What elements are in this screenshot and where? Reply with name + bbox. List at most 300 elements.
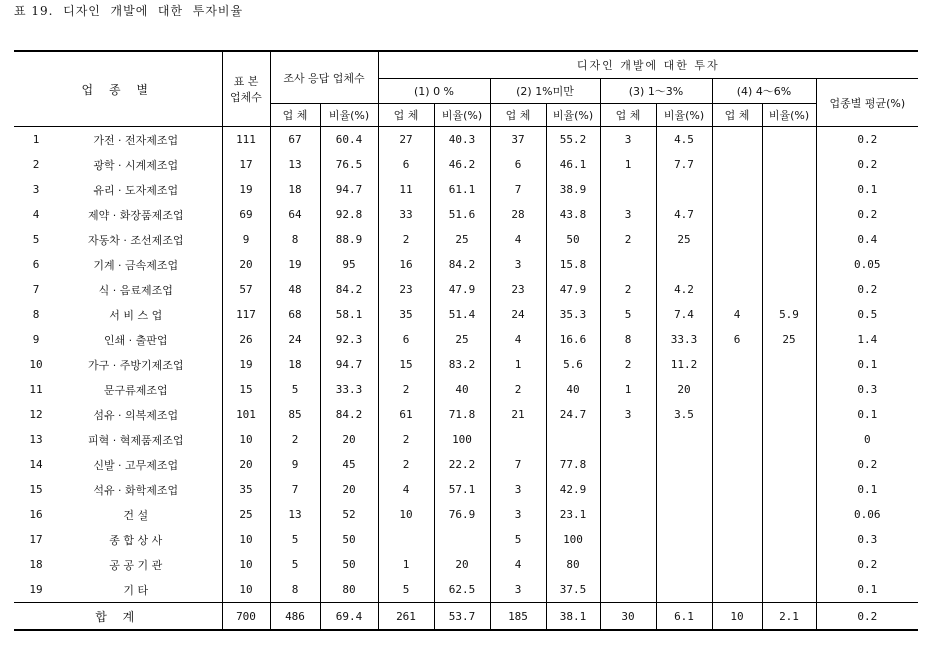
g2-firms: 28 [490,202,546,227]
response-ratio: 94.7 [320,177,378,202]
table-row [14,402,918,427]
g2-firms: 3 [490,577,546,603]
g1-firms: 23 [378,277,434,302]
g1-firms: 15 [378,352,434,377]
industry-name: 서 비 스 업 [109,308,163,322]
row-number: 18 [29,558,43,571]
header-group-4to6: (4) 4～6% [712,79,816,104]
response-count: 64 [270,202,320,227]
table-row [14,152,918,177]
sample-count: 10 [222,552,270,577]
row-number: 2 [32,158,40,171]
g3-firms [600,252,656,277]
industry-name: 가전 · 전자제조업 [93,133,179,147]
total-g4-firms: 10 [712,603,762,631]
industry-name: 문구류제조업 [103,383,168,397]
industry-average: 0.2 [816,152,918,177]
g3-firms [600,427,656,452]
industry-name: 신발 · 고무제조업 [93,458,179,472]
g4-ratio [762,127,816,152]
table-row [14,352,918,377]
total-g2-ratio: 38.1 [546,603,600,631]
total-average: 0.2 [816,603,918,631]
g1-firms: 4 [378,477,434,502]
header-group-0: (1) 0 % [378,79,490,104]
g4-firms [712,502,762,527]
sample-count: 35 [222,477,270,502]
table-row [14,527,918,552]
header-sample [222,51,270,127]
g3-ratio [656,552,712,577]
response-ratio: 94.7 [320,352,378,377]
g3-ratio [656,177,712,202]
response-count: 5 [270,552,320,577]
response-ratio: 84.2 [320,277,378,302]
table-row [14,202,918,227]
g2-firms: 2 [490,377,546,402]
row-number: 13 [29,433,43,446]
g4-ratio [762,527,816,552]
investment-table [14,50,918,631]
g1-ratio: 76.9 [434,502,490,527]
response-ratio: 76.5 [320,152,378,177]
response-ratio: 58.1 [320,302,378,327]
g3-ratio [656,477,712,502]
g3-firms: 1 [600,152,656,177]
g4-firms [712,427,762,452]
g1-ratio: 62.5 [434,577,490,603]
response-count: 13 [270,502,320,527]
response-count: 8 [270,227,320,252]
response-ratio: 60.4 [320,127,378,152]
sample-count: 10 [222,427,270,452]
g4-ratio [762,277,816,302]
g1-ratio: 47.9 [434,277,490,302]
industry-average: 0.06 [816,502,918,527]
g2-ratio [546,427,600,452]
sample-count: 69 [222,202,270,227]
response-count: 67 [270,127,320,152]
g2-ratio: 5.6 [546,352,600,377]
g3-ratio: 11.2 [656,352,712,377]
g3-ratio: 4.2 [656,277,712,302]
g2-firms: 4 [490,327,546,352]
g1-ratio: 25 [434,227,490,252]
g3-firms: 5 [600,302,656,327]
g2-ratio: 77.8 [546,452,600,477]
row-number: 10 [29,358,43,371]
g1-firms: 2 [378,427,434,452]
g2-firms: 3 [490,477,546,502]
header-g3-firms: 업 체 [600,104,656,127]
g3-firms: 2 [600,352,656,377]
g4-firms [712,552,762,577]
header-g2-ratio: 비율(%) [546,104,600,127]
g4-ratio [762,477,816,502]
industry-average: 0.2 [816,277,918,302]
response-ratio: 52 [320,502,378,527]
g3-ratio: 7.4 [656,302,712,327]
sample-count: 111 [222,127,270,152]
g2-firms [490,427,546,452]
g3-ratio [656,527,712,552]
g4-ratio [762,152,816,177]
g2-firms: 4 [490,227,546,252]
g4-firms [712,477,762,502]
industry-average: 0.3 [816,377,918,402]
g2-ratio: 16.6 [546,327,600,352]
g4-ratio [762,352,816,377]
sample-count: 26 [222,327,270,352]
total-g2-firms: 185 [490,603,546,631]
g2-firms: 7 [490,452,546,477]
g1-firms: 5 [378,577,434,603]
sample-count: 20 [222,252,270,277]
g3-firms [600,527,656,552]
industry-average: 0.2 [816,202,918,227]
sample-count: 101 [222,402,270,427]
industry-name: 기 타 [123,583,149,597]
g1-firms: 33 [378,202,434,227]
industry-average: 0 [816,427,918,452]
g1-ratio: 61.1 [434,177,490,202]
g3-firms [600,577,656,603]
table-body [14,127,918,603]
response-ratio: 45 [320,452,378,477]
g3-firms: 2 [600,227,656,252]
g4-firms [712,202,762,227]
g4-ratio: 25 [762,327,816,352]
g4-firms [712,127,762,152]
row-number: 3 [32,183,40,196]
row-number: 5 [32,233,40,246]
industry-average: 0.1 [816,477,918,502]
industry-name: 기계 · 금속제조업 [93,258,179,272]
g4-firms [712,527,762,552]
table-caption: 표 19. 디자인 개발에 대한 투자비율 [14,4,244,18]
g2-ratio: 24.7 [546,402,600,427]
sample-count: 57 [222,277,270,302]
industry-name: 건 설 [123,508,149,522]
response-ratio: 84.2 [320,402,378,427]
header-g1-firms: 업 체 [378,104,434,127]
g1-firms: 11 [378,177,434,202]
g3-firms: 1 [600,377,656,402]
row-number: 16 [29,508,43,521]
table-row [14,227,918,252]
row-number: 11 [29,383,43,396]
header-response: 조사 응답 업체수 [270,51,378,104]
g2-firms: 3 [490,502,546,527]
sample-count: 10 [222,577,270,603]
g4-ratio [762,552,816,577]
g2-firms: 1 [490,352,546,377]
response-ratio: 20 [320,477,378,502]
g1-ratio [434,527,490,552]
response-ratio: 92.3 [320,327,378,352]
sample-count: 15 [222,377,270,402]
g2-firms: 21 [490,402,546,427]
total-g3-firms: 30 [600,603,656,631]
g2-ratio: 40 [546,377,600,402]
g3-firms [600,552,656,577]
g2-firms: 6 [490,152,546,177]
g1-firms: 2 [378,377,434,402]
table-row [14,452,918,477]
g2-ratio: 55.2 [546,127,600,152]
g1-ratio: 22.2 [434,452,490,477]
g2-firms: 23 [490,277,546,302]
industry-average: 0.1 [816,352,918,377]
g4-ratio [762,227,816,252]
g1-ratio: 25 [434,327,490,352]
industry-name: 석유 · 화학제조업 [93,483,179,497]
g1-ratio: 57.1 [434,477,490,502]
industry-name: 자동차 · 조선제조업 [88,233,184,247]
response-ratio: 92.8 [320,202,378,227]
sample-count: 20 [222,452,270,477]
g1-ratio: 100 [434,427,490,452]
response-count: 18 [270,177,320,202]
g4-ratio [762,252,816,277]
industry-average: 0.2 [816,127,918,152]
g2-ratio: 15.8 [546,252,600,277]
g3-firms [600,177,656,202]
response-ratio: 88.9 [320,227,378,252]
g3-ratio: 20 [656,377,712,402]
g3-ratio: 4.7 [656,202,712,227]
row-number: 4 [32,208,40,221]
total-g3-ratio: 6.1 [656,603,712,631]
total-g1-ratio: 53.7 [434,603,490,631]
g2-ratio: 50 [546,227,600,252]
g4-firms [712,577,762,603]
g4-ratio [762,202,816,227]
g2-ratio: 37.5 [546,577,600,603]
g3-firms: 3 [600,402,656,427]
g4-firms: 4 [712,302,762,327]
table-row [14,477,918,502]
row-number: 15 [29,483,43,496]
g3-firms [600,502,656,527]
sample-count: 25 [222,502,270,527]
total-g4-ratio: 2.1 [762,603,816,631]
g2-ratio: 38.9 [546,177,600,202]
industry-name: 제약 · 화장품제조업 [88,208,184,222]
row-number: 6 [32,258,40,271]
g4-ratio [762,177,816,202]
g3-firms: 8 [600,327,656,352]
sample-count: 9 [222,227,270,252]
header-g4-firms: 업 체 [712,104,762,127]
response-count: 68 [270,302,320,327]
header-sample-line1: 표 본 [233,75,259,88]
g2-ratio: 47.9 [546,277,600,302]
industry-average: 0.5 [816,302,918,327]
g1-firms: 16 [378,252,434,277]
table-row [14,577,918,603]
g1-ratio: 51.6 [434,202,490,227]
table-row [14,427,918,452]
g3-ratio [656,502,712,527]
g3-ratio [656,452,712,477]
response-count: 7 [270,477,320,502]
industry-average: 0.1 [816,177,918,202]
g4-firms [712,377,762,402]
response-count: 9 [270,452,320,477]
header-g4-ratio: 비율(%) [762,104,816,127]
response-count: 5 [270,377,320,402]
g3-firms: 3 [600,127,656,152]
response-count: 48 [270,277,320,302]
industry-name: 유리 · 도자제조업 [93,183,179,197]
sample-count: 10 [222,527,270,552]
g3-ratio [656,252,712,277]
response-ratio: 95 [320,252,378,277]
industry-name: 공 공 기 관 [109,558,163,572]
header-industry: 업 종 별 [14,51,222,127]
industry-average: 0.1 [816,402,918,427]
row-number: 9 [32,333,40,346]
sample-count: 19 [222,177,270,202]
industry-average: 0.3 [816,527,918,552]
row-number: 17 [29,533,43,546]
response-count: 18 [270,352,320,377]
g2-firms: 37 [490,127,546,152]
header-resp-ratio: 비율(%) [320,104,378,127]
industry-name: 피혁 · 혁제품제조업 [88,433,184,447]
industry-name: 가구 · 주방기제조업 [88,358,184,372]
g4-firms: 6 [712,327,762,352]
industry-average: 0.2 [816,452,918,477]
header-resp-firms: 업 체 [270,104,320,127]
industry-average: 1.4 [816,327,918,352]
header-average: 업종별 평균(%) [816,79,918,127]
industry-average: 0.1 [816,577,918,603]
table-row [14,127,918,152]
total-label: 합 계 [14,603,222,631]
g1-firms: 35 [378,302,434,327]
industry-name: 섬유 · 의복제조업 [93,408,179,422]
g3-ratio: 33.3 [656,327,712,352]
g1-ratio: 40 [434,377,490,402]
g4-ratio [762,427,816,452]
total-resp: 486 [270,603,320,631]
header-g3-ratio: 비율(%) [656,104,712,127]
g4-firms [712,252,762,277]
g2-firms: 4 [490,552,546,577]
g1-firms: 2 [378,452,434,477]
table-row [14,552,918,577]
g3-ratio [656,427,712,452]
header-group-under1: (2) 1%미만 [490,79,600,104]
total-resp-pct: 69.4 [320,603,378,631]
g4-ratio: 5.9 [762,302,816,327]
g1-firms: 27 [378,127,434,152]
g1-firms: 61 [378,402,434,427]
g1-firms: 6 [378,152,434,177]
response-ratio: 33.3 [320,377,378,402]
industry-name: 종 합 상 사 [109,533,163,547]
g3-ratio: 4.5 [656,127,712,152]
response-count: 8 [270,577,320,603]
table-row [14,302,918,327]
header-sample-line2: 업체수 [230,91,262,104]
response-ratio: 50 [320,527,378,552]
table-row [14,327,918,352]
g4-ratio [762,452,816,477]
g3-ratio: 25 [656,227,712,252]
g1-firms: 2 [378,227,434,252]
g3-firms [600,477,656,502]
row-number: 14 [29,458,43,471]
g1-ratio: 83.2 [434,352,490,377]
g2-ratio: 42.9 [546,477,600,502]
g1-firms: 6 [378,327,434,352]
g2-firms: 5 [490,527,546,552]
table-row [14,277,918,302]
response-count: 85 [270,402,320,427]
table-row [14,177,918,202]
row-number: 12 [29,408,43,421]
g1-ratio: 46.2 [434,152,490,177]
row-number: 8 [32,308,40,321]
response-ratio: 80 [320,577,378,603]
industry-average: 0.4 [816,227,918,252]
g2-firms: 3 [490,252,546,277]
g4-firms [712,152,762,177]
table-row [14,252,918,277]
response-count: 24 [270,327,320,352]
sample-count: 117 [222,302,270,327]
industry-name: 식 · 음료제조업 [98,283,173,297]
row-number: 7 [32,283,40,296]
response-ratio: 50 [320,552,378,577]
row-number: 1 [32,133,40,146]
g2-ratio: 100 [546,527,600,552]
g1-firms [378,527,434,552]
g1-ratio: 51.4 [434,302,490,327]
g4-firms [712,402,762,427]
total-sample: 700 [222,603,270,631]
g2-ratio: 43.8 [546,202,600,227]
g1-firms: 10 [378,502,434,527]
header-g2-firms: 업 체 [490,104,546,127]
industry-name: 광학 · 시계제조업 [93,158,179,172]
g4-firms [712,452,762,477]
g1-ratio: 20 [434,552,490,577]
g1-firms: 1 [378,552,434,577]
header-group-1to3: (3) 1～3% [600,79,712,104]
g2-ratio: 46.1 [546,152,600,177]
table-row [14,377,918,402]
total-row [14,603,918,631]
sample-count: 19 [222,352,270,377]
total-g1-firms: 261 [378,603,434,631]
g2-ratio: 80 [546,552,600,577]
g2-ratio: 23.1 [546,502,600,527]
header-g1-ratio: 비율(%) [434,104,490,127]
response-count: 19 [270,252,320,277]
g3-ratio [656,577,712,603]
response-count: 13 [270,152,320,177]
row-number: 19 [29,583,43,596]
g3-firms: 2 [600,277,656,302]
industry-average: 0.05 [816,252,918,277]
g1-ratio: 84.2 [434,252,490,277]
g1-ratio: 71.8 [434,402,490,427]
g4-ratio [762,502,816,527]
